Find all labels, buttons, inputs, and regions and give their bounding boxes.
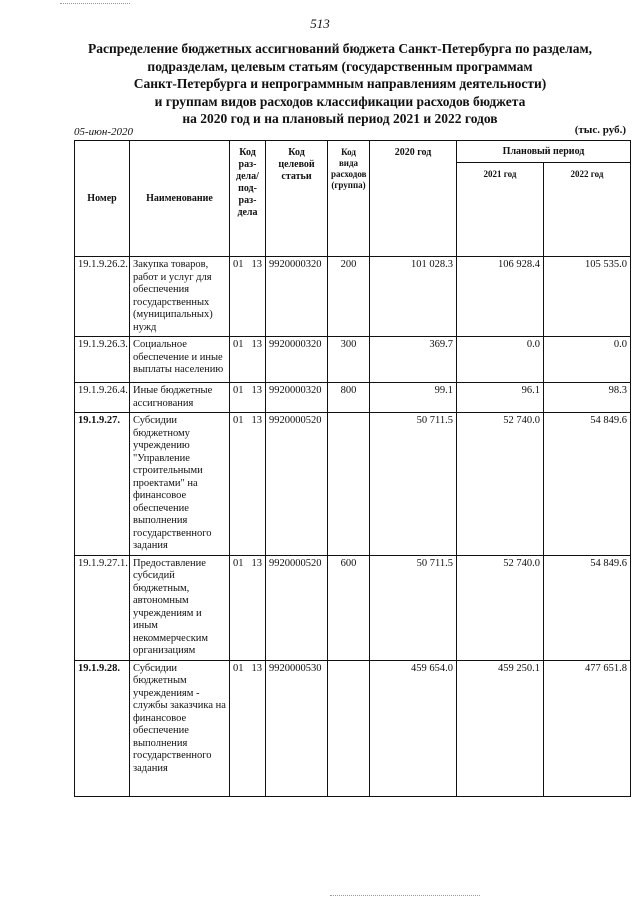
header-2021: 2021 год [457, 163, 544, 257]
row-2022: 105 535.0 [544, 257, 631, 337]
header-number: Номер [75, 141, 130, 257]
title-line: Санкт-Петербурга и непрограммным направлениям деятельности) [133, 76, 547, 91]
row-2021: 52 740.0 [457, 413, 544, 556]
row-2020: 50 711.5 [370, 413, 457, 556]
header-name: Наименование [130, 141, 230, 257]
row-2021: 0.0 [457, 337, 544, 383]
row-2020: 50 711.5 [370, 555, 457, 660]
row-name: Закупка товаров, работ и услуг для обеспечения государственных (муниципальных) нужд [130, 257, 230, 337]
row-type: 300 [328, 337, 370, 383]
header-type: Код вида расходов (группа) [328, 141, 370, 257]
scan-artifact-line [60, 3, 130, 5]
header-2022: 2022 год [544, 163, 631, 257]
scan-artifact-footer [330, 895, 480, 897]
row-2020: 99.1 [370, 383, 457, 413]
row-name: Предоставление субсидий бюджетным, автономным учреждениям и иным некоммерческим организациям [130, 555, 230, 660]
row-2021: 106 928.4 [457, 257, 544, 337]
row-2021: 96.1 [457, 383, 544, 413]
row-type: 800 [328, 383, 370, 413]
row-number: 19.1.9.27. [75, 413, 130, 556]
row-2022: 54 849.6 [544, 555, 631, 660]
row-2020: 101 028.3 [370, 257, 457, 337]
row-type [328, 660, 370, 796]
row-number: 19.1.9.26.2. [75, 257, 130, 337]
title-line: на 2020 год и на плановый период 2021 и 2022 годов [182, 111, 498, 126]
row-target: 9920000520 [266, 555, 328, 660]
row-target: 9920000320 [266, 337, 328, 383]
row-name: Субсидии бюджетному учреждению "Управление строительными проектами" на финансовое обеспечение выполнения государственного задания [130, 413, 230, 556]
table-row [75, 383, 631, 413]
row-target: 9920000320 [266, 383, 328, 413]
row-name: Иные бюджетные ассигнования [130, 383, 230, 413]
row-type: 200 [328, 257, 370, 337]
header-section: Код раз-дела/ под-раз-дела [230, 141, 266, 257]
table-row [75, 257, 631, 337]
budget-table [74, 140, 631, 797]
document-date: 05-июн-2020 [74, 126, 134, 138]
row-section [230, 660, 266, 796]
row-name: Социальное обеспечение и иные выплаты населению [130, 337, 230, 383]
table-row [75, 555, 631, 660]
row-2022: 0.0 [544, 337, 631, 383]
table-row [75, 413, 631, 556]
title-line: и группам видов расходов классификации расходов бюджета [154, 93, 526, 109]
subsection-code: 13 [251, 385, 262, 396]
row-number: 19.1.9.28. [75, 660, 130, 796]
section-code: 01 [233, 385, 244, 396]
title-line: подразделам, целевым статьям (государственным программам [147, 58, 533, 74]
row-type: 600 [328, 555, 370, 660]
row-type [328, 413, 370, 556]
row-number: 19.1.9.27.1. [75, 555, 130, 660]
header-target: Код целевой статьи [266, 141, 328, 257]
row-2022: 98.3 [544, 383, 631, 413]
subsection-code: 13 [251, 662, 262, 674]
header-2020: 2020 год [370, 141, 457, 257]
row-target: 9920000520 [266, 413, 328, 556]
row-name: Субсидии бюджетным учреждениям - службы заказчика на финансовое обеспечение выполнения государственного задания [130, 660, 230, 796]
row-2022: 477 651.8 [544, 660, 631, 796]
row-2021: 52 740.0 [457, 555, 544, 660]
section-code: 01 [233, 662, 244, 674]
subsection-code: 13 [251, 259, 262, 270]
row-section [230, 257, 266, 337]
subsection-code: 13 [251, 557, 262, 569]
section-code: 01 [233, 339, 244, 350]
table-row [75, 337, 631, 383]
section-code: 01 [233, 259, 244, 270]
row-section [230, 555, 266, 660]
document-title [70, 40, 610, 128]
row-number: 19.1.9.26.4. [75, 383, 130, 413]
title-line: Распределение бюджетных ассигнований бюджета Санкт-Петербурга по разделам, [87, 41, 593, 56]
page-number: 513 [310, 16, 330, 31]
table-row [75, 660, 631, 796]
subsection-code: 13 [251, 415, 262, 426]
header-planned: Плановый период [457, 141, 631, 163]
row-number: 19.1.9.26.3. [75, 337, 130, 383]
row-2020: 369.7 [370, 337, 457, 383]
row-2020: 459 654.0 [370, 660, 457, 796]
units-label: (тыс. руб.) [574, 124, 626, 136]
row-section [230, 413, 266, 556]
section-code: 01 [233, 557, 244, 569]
row-section [230, 337, 266, 383]
row-target: 9920000320 [266, 257, 328, 337]
subsection-code: 13 [251, 339, 262, 350]
row-target: 9920000530 [266, 660, 328, 796]
row-2021: 459 250.1 [457, 660, 544, 796]
row-2022: 54 849.6 [544, 413, 631, 556]
section-code: 01 [233, 415, 244, 426]
row-section [230, 383, 266, 413]
